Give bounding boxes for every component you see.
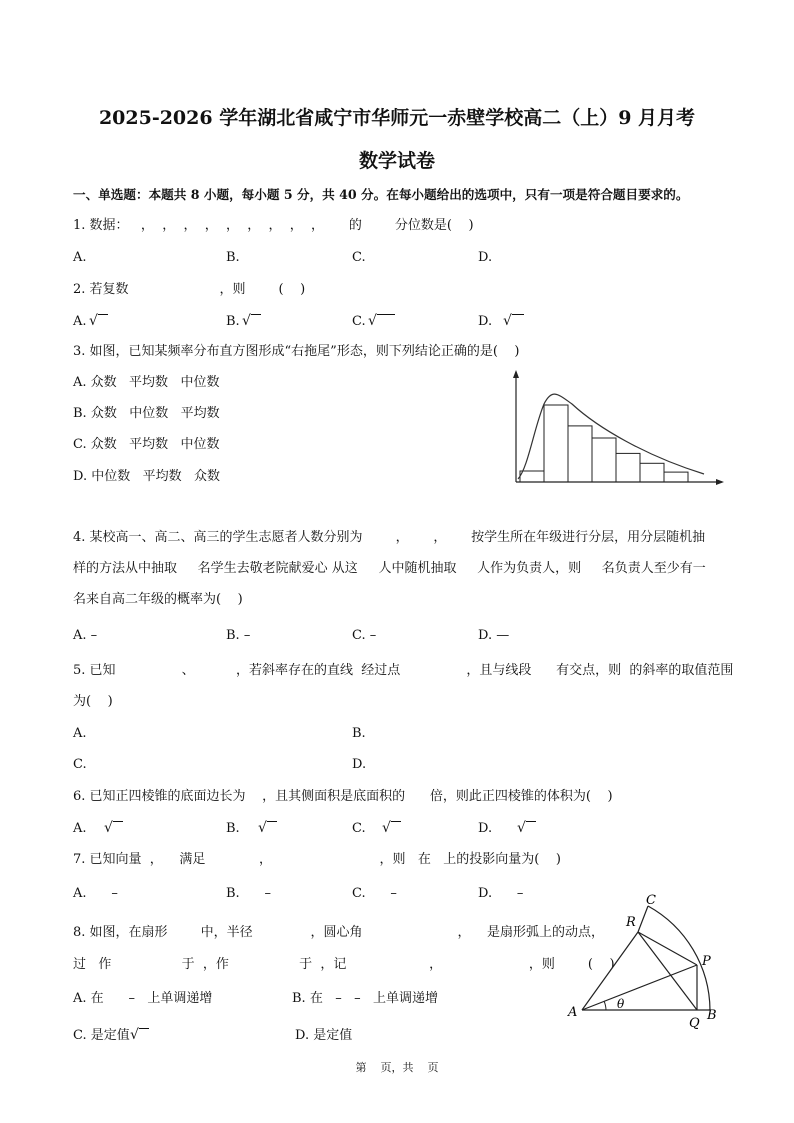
- q1-option-d: D.: [478, 250, 493, 265]
- page-footer: 第 页，共 页: [355, 1061, 439, 1074]
- q7-option-d: D. –: [478, 886, 524, 901]
- q7-stem: 7. 已知向量 ， 满足 ， ，则 在 上的投影向量为( ): [73, 852, 561, 867]
- q5-option-b: B.: [352, 726, 366, 741]
- histogram-bar: [616, 453, 640, 482]
- q2-option-b: B.: [226, 314, 240, 329]
- q4-option-a: A. –: [73, 628, 98, 643]
- sqrt-symbol: √: [242, 313, 251, 329]
- q2-option-d: D.: [478, 314, 493, 329]
- q2-stem: 2. 若复数 ，则 ( ): [73, 282, 306, 297]
- q4-line-2: 样的方法从中抽取 名学生去敬老院献爱心 从这 人中随机抽取 人作为负责人，则 名负责人至少有一: [73, 561, 706, 576]
- q6-option-a: A.: [73, 821, 87, 836]
- q6-stem: 6. 已知正四棱锥的底面边长为 ，且其侧面积是底面积的 倍，则此正四棱锥的体积为( ): [73, 789, 613, 804]
- histogram-bar: [664, 472, 688, 482]
- label-C: C: [646, 893, 656, 908]
- title-line-2: 数学试卷: [358, 150, 435, 172]
- label-Q: Q: [689, 1016, 700, 1031]
- angle-theta-arc: [604, 1001, 606, 1010]
- q5-option-c: C.: [73, 757, 87, 772]
- q7-option-c: C. –: [352, 886, 397, 901]
- histogram-figure: [506, 368, 726, 488]
- q6-option-b: B.: [226, 821, 240, 836]
- x-axis-arrow: [716, 479, 724, 485]
- q5-option-a: A.: [73, 726, 87, 741]
- q7-option-b: B. –: [226, 886, 271, 901]
- q3-option-d: D. 中位数 平均数 众数: [73, 469, 221, 484]
- label-B: B: [707, 1008, 717, 1023]
- q8-line-1: 8. 如图，在扇形 中，半径 ，圆心角 ， 是扇形弧上的动点，: [73, 925, 605, 940]
- sqrt-symbol: √: [130, 1027, 139, 1043]
- q8-option-d: D. 是定值: [295, 1028, 353, 1043]
- sqrt-symbol: √: [382, 820, 391, 836]
- q5-line-1: 5. 已知 、 ，若斜率存在的直线 经过点 ，且与线段 有交点，则 的斜率的取值范围: [73, 663, 734, 678]
- label-A: A: [568, 1005, 578, 1020]
- segment-RC: [638, 906, 648, 932]
- sqrt-symbol: √: [368, 313, 377, 329]
- q7-option-a: A. –: [73, 886, 118, 901]
- q4-option-b: B. –: [226, 628, 251, 643]
- q1-option-c: C.: [352, 250, 366, 265]
- section-heading: 一、单选题：本题共 8 小题，每小题 5 分，共 40 分。在每小题给出的选项中，只有一项是符合题目要求的。: [73, 187, 689, 202]
- q5-line-2: 为( ): [73, 694, 113, 709]
- segment-RQ: [638, 932, 697, 1010]
- histogram-bar: [640, 463, 664, 482]
- q1-option-a: A.: [73, 250, 87, 265]
- q8-option-c: C. 是定值: [73, 1028, 130, 1043]
- q1-stem: 1. 数据： ， ， ， ， ， ， ， ， ， 的 分位数是( ): [73, 218, 474, 233]
- q3-option-b: B. 众数 中位数 平均数: [73, 406, 220, 421]
- q8-line-2: 过 作 于 ，作 于 ，记 ， ，则 ( ): [73, 957, 615, 972]
- q8-option-a: A. 在 – 上单调递增: [73, 991, 213, 1006]
- title-line-1: 2025-2026 学年湖北省咸宁市华师元一赤壁学校高二（上）9 月月考: [98, 107, 696, 129]
- histogram-bar: [592, 438, 616, 482]
- segment-RP: [638, 932, 697, 965]
- label-P: P: [702, 954, 711, 969]
- sqrt-symbol: √: [258, 820, 267, 836]
- q8-option-b: B. 在 – – 上单调递增: [292, 991, 439, 1006]
- segment-AR: [582, 932, 638, 1010]
- sector-figure: [560, 888, 730, 1038]
- sqrt-symbol: √: [517, 820, 526, 836]
- q4-line-1: 4. 某校高一、高二、高三的学生志愿者人数分别为 ， ， 按学生所在年级进行分层，用分层随机抽: [73, 530, 706, 545]
- q3-option-c: C. 众数 平均数 中位数: [73, 437, 220, 452]
- q6-option-c: C.: [352, 821, 366, 836]
- histogram-bar: [544, 405, 568, 482]
- q5-option-d: D.: [352, 757, 367, 772]
- y-axis-arrow: [513, 370, 519, 378]
- label-R: R: [626, 915, 636, 930]
- q2-option-c: C.: [352, 314, 366, 329]
- sqrt-symbol: √: [104, 820, 113, 836]
- sqrt-symbol: √: [89, 313, 98, 329]
- q4-option-c: C. –: [352, 628, 377, 643]
- label-theta: θ: [617, 997, 625, 1011]
- sqrt-symbol: √: [503, 313, 512, 329]
- q2-option-a: A.: [73, 314, 87, 329]
- q4-option-d: D. —: [478, 628, 510, 643]
- q6-option-d: D.: [478, 821, 493, 836]
- q1-option-b: B.: [226, 250, 240, 265]
- q4-line-3: 名来自高二年级的概率为( ): [73, 592, 243, 607]
- histogram-bar: [520, 471, 544, 482]
- q3-option-a: A. 众数 平均数 中位数: [73, 375, 220, 390]
- histogram-bar: [568, 426, 592, 482]
- q3-stem: 3. 如图，已知某频率分布直方图形成“右拖尾”形态，则下列结论正确的是( ): [73, 344, 520, 359]
- density-curve: [518, 394, 704, 479]
